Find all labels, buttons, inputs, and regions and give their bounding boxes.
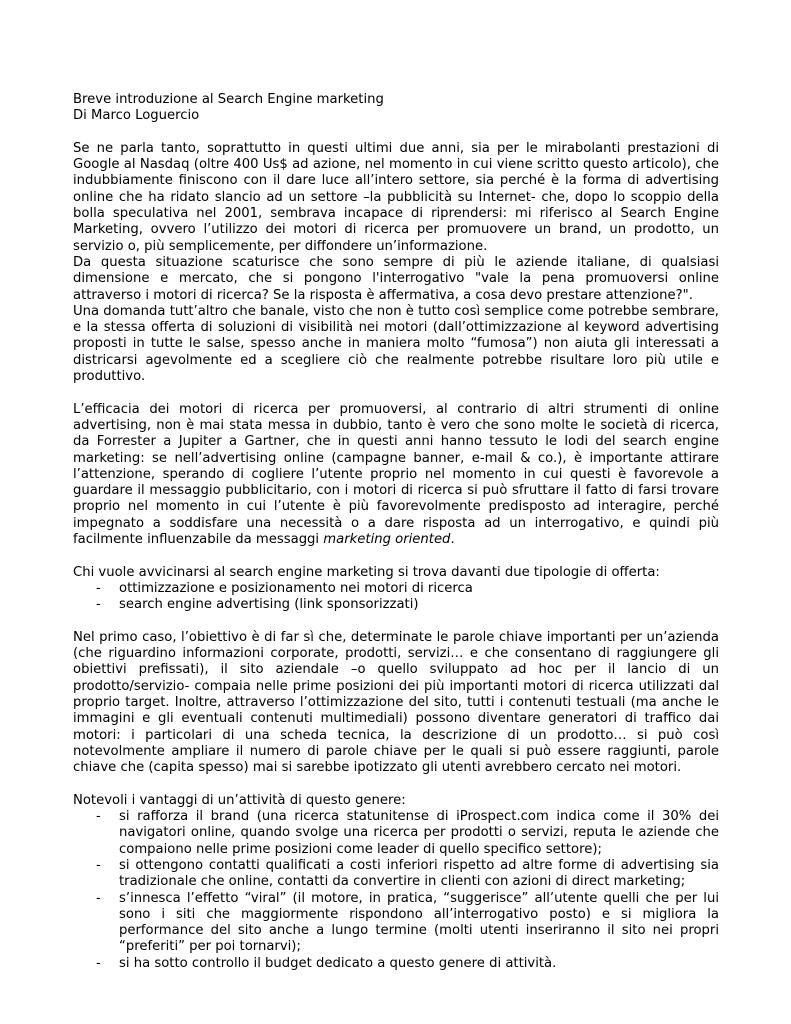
offer-types-list <box>73 581 719 614</box>
spacer <box>73 385 719 401</box>
dash-bullet: - <box>96 955 101 971</box>
list-item <box>73 891 719 956</box>
dash-bullet: - <box>96 597 101 613</box>
list-item-text: si rafforza il brand (una ricerca statunitense di iProspect.com indica come il 30% dei navigatori online, quando svolge una ricerca per prodotti o servizi, reputa le aziende che compaiono nelle prime posizioni come leader di quello specifico settore); <box>119 809 719 857</box>
paragraph: Se ne parla tanto, soprattutto in questi ultimi due anni, sia per le mirabolanti prestazioni di Google al Nasdaq (oltre 400 Us$ ad azione, nel momento in cui viene scritto questo articolo), che indubbiamente finiscono con il dare luce all’intero settore, sia perché è la forma di advertising online che ha ridato slancio ad un settore –la pubblicità su Internet- che, dopo lo scoppio della bolla speculativa nel 2001, sembrava incapace di riprendersi: mi riferisco al Search Engine Marketing, ovvero l’utilizzo dei motori di ricerca per promuovere un brand, un prodotto, un servizio o, più semplicemente, per diffondere un’informazione. <box>73 140 719 254</box>
list-item <box>73 858 719 891</box>
advantages-list <box>73 809 719 972</box>
list-intro: Chi vuole avvicinarsi al search engine marketing si trova davanti due tipologie di offerta: <box>73 564 660 580</box>
list-intro: Notevoli i vantaggi di un’attività di questo genere: <box>73 792 406 808</box>
paragraph: Da questa situazione scaturisce che sono sempre di più le aziende italiane, di qualsiasi dimensione e mercato, che si pongono l'interrogativo "vale la pena promuoversi online attraverso i motori di ricerca? Se la risposta è affermativa, a cosa devo prestare attenzione?". <box>73 254 719 303</box>
paragraph-text: L’efficacia dei motori di ricerca per promuoversi, al contrario di altri strumenti di online advertising, non è mai stata messa in dubbio, tanto è vero che sono molte le società di ricerca, da Forrester a Jupiter a Gartner, che in questi anni hanno tessuto le lodi del search engine marketing: se nell’advertising online (campagne banner, e-mail & co.), è importante attirare l’attenzione, sperando di cogliere l’utente proprio nel momento in cui questi è favorevole a guardare il messaggio pubblicitario, con i motori di ricerca si può sfruttare il fatto di farsi trovare proprio nel momento in cui l’utente è più favorevolmente predisposto ad interagire, perché impegnato a soddisfare una necessità o a dare risposta ad un interrogativo, e quindi più facilmente influenzabile da messaggi <box>73 401 719 548</box>
list-item-text: si ottengono contatti qualificati a costi inferiori rispetto ad altre forme di advertising sia tradizionale che online, contatti da convertire in clienti con azioni di direct marketing; <box>119 857 719 890</box>
list-item-text: ottimizzazione e posizionamento nei motori di ricerca <box>119 580 473 596</box>
dash-bullet: - <box>96 809 101 825</box>
document-author: Di Marco Loguercio <box>73 108 200 124</box>
list-item <box>73 597 719 613</box>
dash-bullet: - <box>96 580 101 596</box>
paragraph <box>73 402 719 549</box>
spacer <box>73 776 719 792</box>
paragraph-end: . <box>450 532 455 548</box>
spacer <box>73 125 719 141</box>
document-page <box>73 92 719 972</box>
spacer <box>73 614 719 630</box>
document-title: Breve introduzione al Search Engine marketing <box>73 92 384 107</box>
dash-bullet: - <box>96 857 101 873</box>
paragraph: Una domanda tutt’altro che banale, visto che non è tutto così semplice come potrebbe sembrare, e la stessa offerta di soluzioni di visibilità nei motori (dall’ottimizzazione al keyword advertising proposti in tutte le salse, spesso anche in maniera molto “fumosa”) non aiuta gli interessati a districarsi agevolmente ed a scegliere ciò che realmente potrebbe risultare loro più utile e produttivo. <box>73 303 719 385</box>
dash-bullet: - <box>96 890 101 906</box>
list-item-text: search engine advertising (link sponsorizzati) <box>119 597 419 613</box>
spacer <box>73 548 719 564</box>
list-item <box>73 581 719 597</box>
paragraph: Nel primo caso, l’obiettivo è di far sì che, determinate le parole chiave importanti per un’azienda (che riguardino informazioni corporate, prodotti, servizi… e che consentano di raggiungere gli obiettivi prefissati), il sito aziendale –o quello sviluppato ad hoc per il lancio di un prodotto/servizio- compaia nelle prime posizioni dei più importanti motori di ricerca utilizzati dal proprio target. Inoltre, attraverso l’ottimizzazione del sito, tutti i contenuti testuali (ma anche le immagini e gli eventuali contenuti multimediali) possono diventare generatori di traffico dai motori: i particolari di una scheda tecnica, la descrizione di un prodotto… si può così notevolmente ampliare il numero di parole chiave per le quali si può essere raggiunti, parole chiave che (capita spesso) mai si sarebbe ipotizzato gli utenti avrebbero cercato nei motori. <box>73 629 719 776</box>
italic-phrase: marketing oriented <box>323 532 451 548</box>
list-item <box>73 809 719 858</box>
list-item-text: si ha sotto controllo il budget dedicato a questo genere di attività. <box>119 955 557 971</box>
list-item-text: s’innesca l’effetto “viral” (il motore, in pratica, “suggerisce” all’utente quelli che per lui sono i siti che maggiormente rispondono all’interrogativo posto) e si migliora la performance del sito anche a lungo termine (molti utenti inseriranno il sito nei propri “preferiti” per poi tornarvi); <box>119 890 719 955</box>
list-item <box>73 956 719 972</box>
